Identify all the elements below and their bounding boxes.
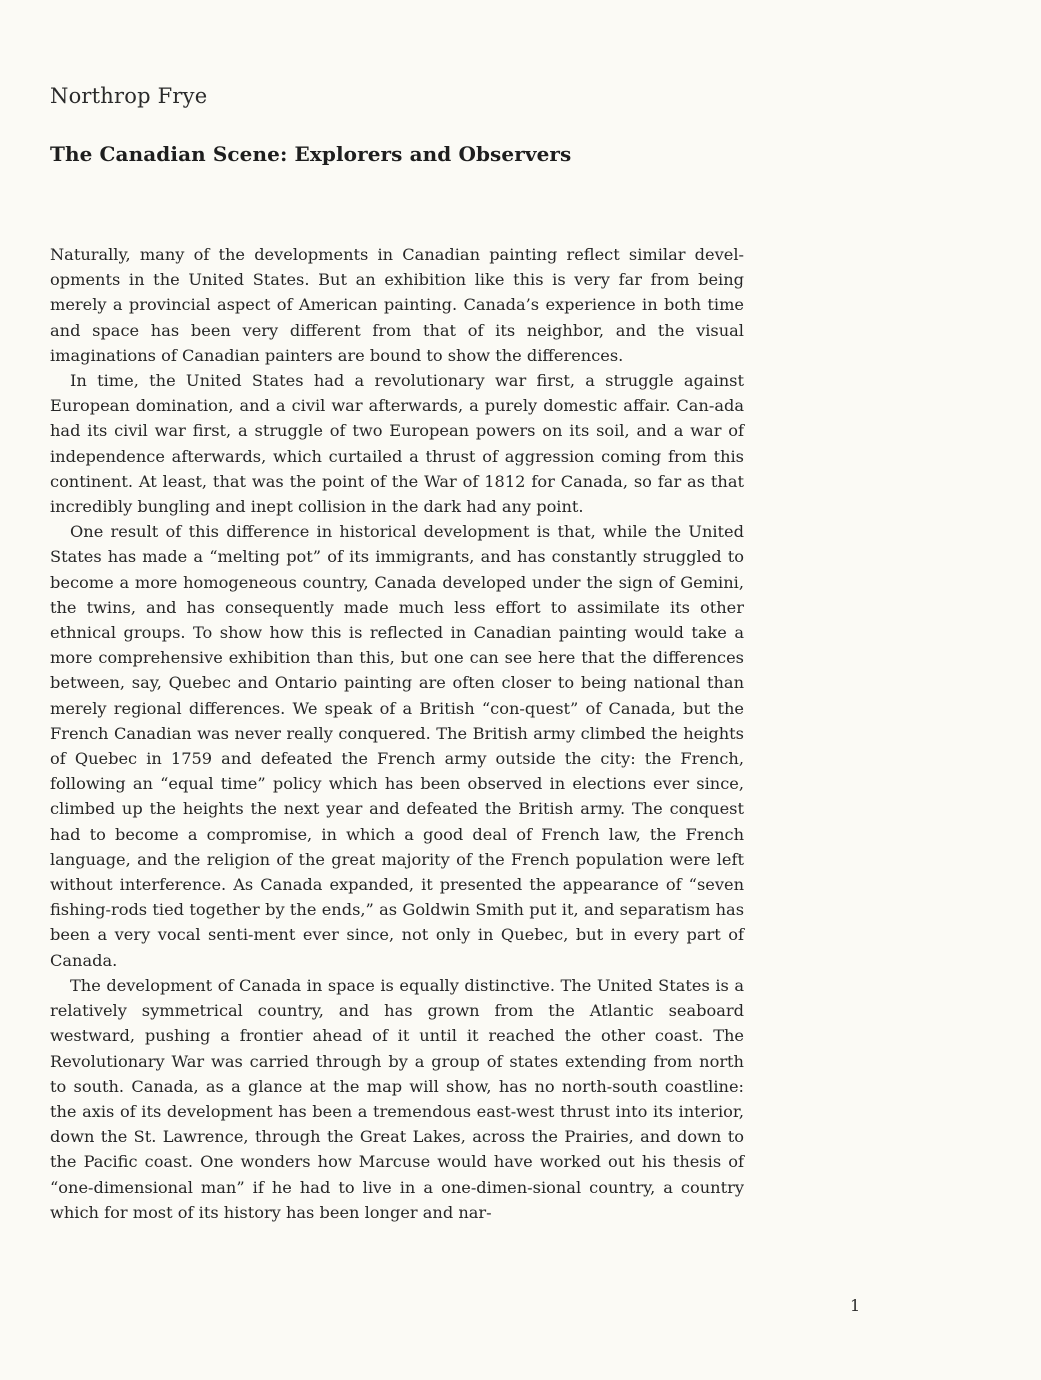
paragraph: Naturally, many of the developments in Canadian painting reflect similar devel-opments in the United States. But an exhibition like this is very far from being merely a provincial aspect of American painting. Canada’s experience in both time and space has been very different from that of its neighbor, and the visual imaginations of Canadian painters are bound to show the differences. xyxy=(50,245,744,365)
page-number: 1 xyxy=(850,1296,861,1315)
paragraph: The development of Canada in space is equally distinctive. The United States is a relatively symmetrical country, and has grown from the Atlantic seaboard westward, pushing a frontier ahead of it until it reached the other coast. The Revolutionary War was carried through by a group of states extending from north to south. Canada, as a glance at the map will show, has no north-south coastline: the axis of its development has been a tremendous east-west thrust into its interior, down the St. Lawrence, through the Great Lakes, across the Prairies, and down to the Pacific coast. One wonders how Marcuse would have worked out his thesis of “one-dimensional man” if he had to live in a one-dimen-sional country, a country which for most of its history has been longer and nar- xyxy=(50,975,744,1222)
paragraph: One result of this difference in historical development is that, while the United States has made a “melting pot” of its immigrants, and has constantly struggled to become a more homogeneous country, Canada developed under the sign of Gemini, the twins, and has consequently made much less effort to assimilate its other ethnical groups. To show how this is reflected in Canadian painting would take a more comprehensive exhibition than this, but one can see here that the differences between, say, Quebec and Ontario painting are often closer to being national than merely regional differences. We speak of a British “con-quest” of Canada, but the French Canadian was never really conquered. The British army climbed the heights of Quebec in 1759 and defeated the French army outside the city: the French, following an “equal time” policy which has been observed in elections ever since, climbed up the heights the next year and defeated the British army. The conquest had to become a compromise, in which a good deal of French law, the French language, and the religion of the great majority of the French population were left without interference. As Canada expanded, it presented the appearance of “seven fishing-rods tied together by the ends,” as Goldwin Smith put it, and separatism has been a very vocal senti-ment ever since, not only in Quebec, but in every part of Canada. xyxy=(50,522,744,970)
author-name: Northrop Frye xyxy=(50,84,208,108)
paragraph: In time, the United States had a revolutionary war first, a struggle against European domination, and a civil war afterwards, a purely domestic affair. Can-ada had its civil war first, a struggle of two European powers on its soil, and a war of independence afterwards, which curtailed a thrust of aggression coming from this continent. At least, that was the point of the War of 1812 for Canada, so far as that incredibly bungling and inept collision in the dark had any point. xyxy=(50,371,744,517)
essay-title: The Canadian Scene: Explorers and Observers xyxy=(50,142,572,166)
essay-body xyxy=(50,242,744,1225)
